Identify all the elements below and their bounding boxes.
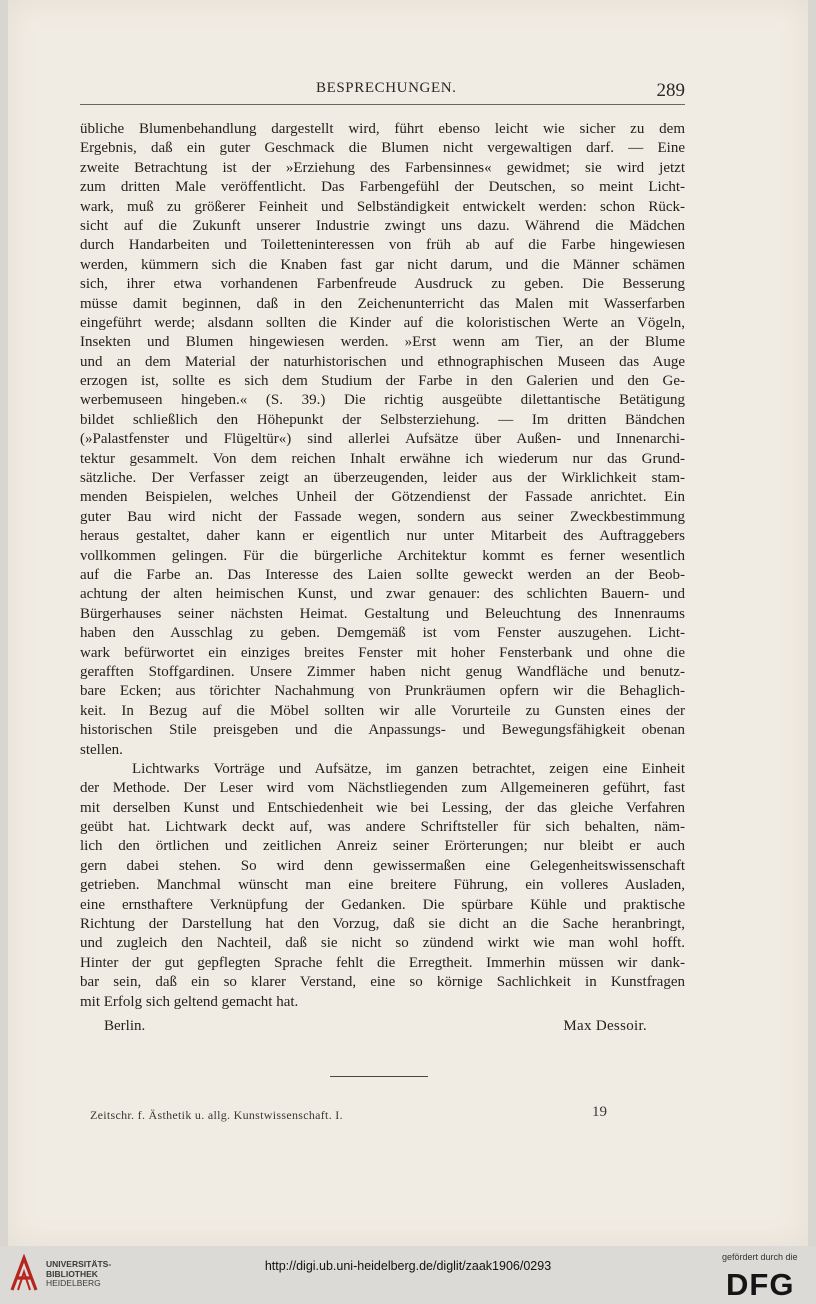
text-line: stellen.	[80, 741, 123, 758]
running-head-title: BESPRECHUNGEN.	[316, 80, 457, 96]
signature-place: Berlin.	[104, 1018, 146, 1034]
text-line: eine ernsthaftere Verknüpfung der Gedanken. Die spürbare Kühle und praktische	[80, 896, 685, 913]
text-line: keit. In Bezug auf die Möbel sollten wir alle Vorurteile zu Gunsten eines der	[80, 702, 685, 719]
viewer-bottom-bar	[0, 1246, 816, 1304]
signature-row	[80, 1018, 685, 1040]
body-text	[80, 120, 685, 1012]
text-line: geübt hat. Lichtwark deckt auf, was andere Schriftsteller für sich behalten, näm-	[80, 819, 685, 836]
text-line: zweite Betrachtung ist der »Erziehung des Farbensinnes« gewidmet; sie wird jetzt	[80, 159, 685, 176]
text-line: durch Handarbeiten und Toiletteninteressen von früh ab auf die Farbe hingewiesen	[80, 237, 685, 254]
text-line: menden Beispielen, welches Unheil der Götzendienst der Fassade anrichtet. Ein	[80, 489, 685, 506]
text-line: lich den örtlichen und zeitlichen Anreiz seiner Erörterungen; nur bleibt er auch	[80, 838, 685, 855]
text-line: sich, ihrer etwa vorhandenen Farbenfreude Ausdruck zu geben. Die Besserung	[80, 276, 685, 293]
text-line: bar sein, daß ein so klarer Verstand, eine so körnige Sachlichkeit in Kunstfragen	[80, 974, 685, 991]
text-line: vollkommen gelingen. Für die bürgerliche Architektur kommt es ferner wesentlich	[80, 547, 685, 564]
text-line: haben den Ausschlag zu geben. Demgemäß ist vom Fenster auszugehen. Licht-	[80, 625, 685, 642]
text-line: achtung der alten heimischen Kunst, und zwar genauer: des schlichten Bauern- und	[80, 586, 685, 603]
text-line: wark befürwortet ein einziges breites Fenster mit hoher Fensterbank und ohne die	[80, 644, 685, 661]
footer-journal: Zeitschr. f. Ästhetik u. allg. Kunstwissenschaft. I.	[90, 1108, 343, 1122]
text-line: eingeführt werde; alsdann sollten die Kinder auf die koloristischen Werte an Vögeln,	[80, 314, 685, 331]
text-line: müsse damit beginnen, daß in den Zeichenunterricht das Malen mit Wasserfarben	[80, 295, 685, 312]
text-line: bildet schließlich den Höhepunkt der Selbsterziehung. — Im dritten Bändchen	[80, 411, 685, 428]
text-line: Ergebnis, daß ein guter Geschmack die Blumen nicht vergewaltigen darf. — Eine	[80, 140, 685, 157]
text-line: und zugleich den Nachteil, daß sie nicht so zündend wirkt wie man wohl hofft.	[80, 935, 685, 952]
text-line: Hinter der gut gepflegten Sprache fehlt die Erregtheit. Immerhin müssen wir dank-	[80, 954, 685, 971]
text-line: guter Bau wird nicht der Fassade wegen, sondern aus seiner Zweckbestimmung	[80, 508, 685, 525]
text-line: auf die Farbe an. Das Interesse des Laien sollte geweckt werden an der Beob-	[80, 566, 685, 583]
text-line: heraus gestaltet, daher kann er eigentlich nur unter Mitarbeit des Auftraggebers	[80, 528, 685, 545]
text-line: der Methode. Der Leser wird vom Nächstliegenden zum Allgemeineren geführt, fast	[80, 780, 685, 797]
funding-caption: gefördert durch die	[722, 1252, 798, 1262]
library-line-2: BIBLIOTHEK	[46, 1268, 98, 1279]
text-line: werbemuseen hingeben.« (S. 39.) Die richtig ausgeübte dilettantische Betätigung	[80, 392, 685, 409]
text-line: bare Ecken; aus törichter Nachahmung von Prunkräumen opfern wir die Behaglich-	[80, 683, 685, 700]
text-line: Richtung der Darstellung hat den Vorzug, daß sie dicht an die Sache heranbringt,	[80, 916, 685, 933]
text-line: Bürgerhauses seiner nächsten Heimat. Gestaltung und Beleuchtung des Innenraums	[80, 605, 685, 622]
text-line: mit Erfolg sich geltend gemacht hat.	[80, 993, 299, 1010]
text-line: Insekten und Blumen hingewiesen werden. »Erst wenn am Tier, an der Blume	[80, 334, 685, 351]
text-line: gern dabei stehen. So wird denn gewissermaßen eine Gelegenheitswissenschaft	[80, 857, 685, 874]
page-number: 289	[656, 80, 685, 101]
text-line: zum dritten Male veröffentlicht. Das Farbengefühl der Deutschen, so meint Licht-	[80, 179, 685, 196]
text-line: erzogen ist, sollte es sich dem Studium der Farbe in den Galerien und den Ge-	[80, 373, 685, 390]
text-line: mit derselben Kunst und Entschiedenheit wie bei Lessing, der das gleiche Verfahren	[80, 799, 685, 816]
text-line: (»Palastfenster und Flügeltür«) sind allerlei Aufsätze über Außen- und Innenarchi-	[80, 431, 685, 448]
text-line: gerafften Stoffgardinen. Unsere Zimmer haben nicht genug Wandfläche und benutz-	[80, 663, 685, 680]
text-line: getrieben. Manchmal wünscht man eine breitere Führung, ein volleres Ausladen,	[80, 877, 685, 894]
text-line: wark, muß zu größerer Feinheit und Selbständigkeit entwickelt werden: schon Rück-	[80, 198, 685, 215]
text-line: übliche Blumenbehandlung dargestellt wird, führt ebenso leicht wie sicher zu dem	[80, 121, 685, 137]
library-line-1: UNIVERSITÄTS-	[46, 1259, 112, 1269]
text-line: sätzliche. Der Verfasser zeigt an überzeugenden, leider aus der Wirklichkeit stam-	[80, 470, 685, 487]
text-line: und an dem Material der naturhistorischen und ethnographischen Museen das Auge	[80, 353, 685, 370]
text-line: historischen Stile preisgeben und die Anpassungs- und Bewegungsfähigkeit obenan	[80, 722, 685, 739]
closing-rule	[330, 1076, 428, 1077]
footer-sheet-number: 19	[592, 1104, 607, 1120]
running-head	[80, 78, 685, 105]
text-line: sicht auf die Zukunft unserer Industrie zwingt uns dazu. Während die Mädchen	[80, 217, 685, 234]
library-line-3: HEIDELBERG	[46, 1278, 101, 1288]
text-line: werden, kümmern sich die Knaben fast gar nicht darum, und die Männer schämen	[80, 256, 685, 273]
text-line: tektur gesammelt. Von dem reichen Inhalt erwähne ich wiederum nur das Grund-	[80, 450, 685, 467]
dfg-logo[interactable]: DFG	[726, 1267, 795, 1302]
signature-author: Max Dessoir.	[563, 1018, 647, 1034]
permalink-url[interactable]: http://digi.ub.uni-heidelberg.de/diglit/zaak1906/0293	[264, 1259, 552, 1273]
text-line: Lichtwarks Vorträge und Aufsätze, im ganzen betrachtet, zeigen eine Einheit	[132, 760, 685, 777]
